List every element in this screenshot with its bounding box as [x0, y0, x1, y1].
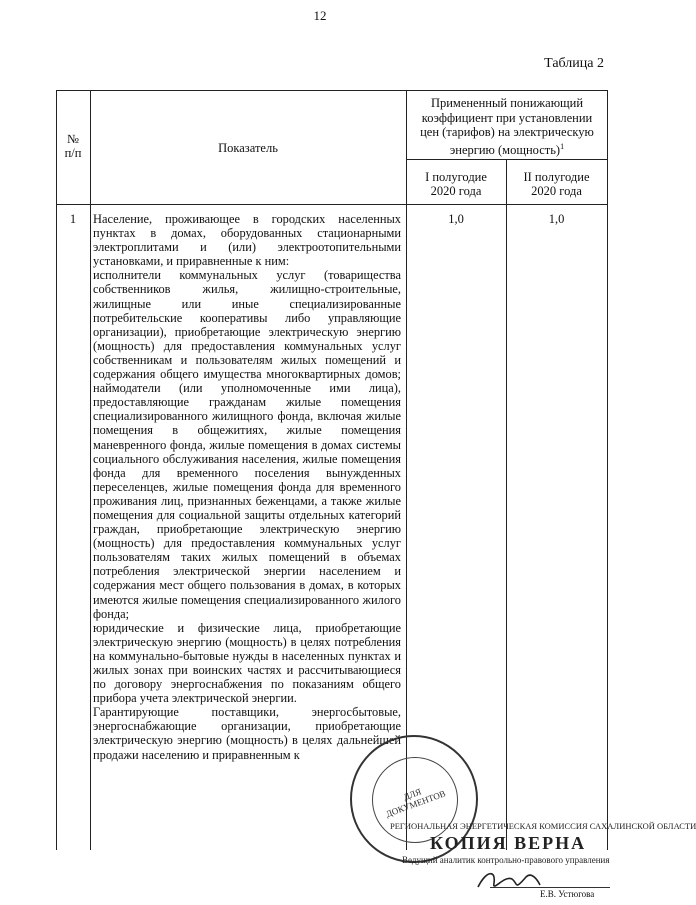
paragraph: исполнители коммунальных услуг (товарищества собственников жилья, жилищно-строительные, жилищные или иные специализированные потребительские кооперативы либо управляющие организации), приобретающие электрическую энергию (мощность) для предоставления коммунальных услуг собственникам и пользователям жилых помещений и содержания общего имущества многоквартирных домов; наймодатели (или уполномоченные ими лица), предоставляющие гражданам жилые помещения специализированного жилищного фонда, включая жилые помещения в общежитиях, жилые помещения маневренного фонда, жилые помещения в домах системы социального обслуживания населения, жилые помещения фонда для временного поселения вынужденных переселенцев, жилые помещения фонда для временного проживания лиц, признанных беженцами, а также жилые помещения для социальной защиты отдельных категорий граждан, приобретающие электрическую энергию (мощность) для предоставления коммунальных услуг пользователям таких жилых помещений в объемах потребления электрической энергии населением и содержания мест общего пользования в домах, в которых имеются жилые помещения специализированного жилого фонда;	[93, 268, 401, 621]
stamp-area	[330, 735, 696, 905]
paragraph: Гарантирующие поставщики, энергосбытовые, энергоснабжающие организации, приобретающие электрическую энергию (мощность) в целях дальнейшей продажи населению и приравненным к	[93, 705, 401, 762]
copy-stamp	[390, 821, 696, 901]
copy-org: РЕГИОНАЛЬНАЯ ЭНЕРГЕТИЧЕСКАЯ КОМИССИЯ САХАЛИНСКОЙ ОБЛАСТИ	[390, 821, 696, 831]
page-number: 12	[313, 8, 327, 23]
signature-icon	[474, 865, 544, 895]
header-coefficient	[414, 96, 600, 157]
paragraph: Население, проживающее в городских населенных пунктах в домах, оборудованных стационарными электроплитами и (или) электроотопительными установками, и приравненные к ним:	[93, 212, 401, 269]
header-indicator: Показатель	[218, 141, 278, 155]
header-num: № п/п	[64, 132, 82, 160]
paragraph: юридические и физические лица, приобретающие электрическую энергию (мощность) в целях потребления на коммунально-бытовые нужды в населенных пунктах и жилых зонах при воинских частях и рассчитывающиеся по договору энергоснабжения по показаниям общего прибора учета электрической энергии.	[93, 620, 401, 706]
value-half2: 1,0	[548, 212, 565, 226]
table-label: Таблица 2	[544, 56, 604, 71]
row-number: 1	[69, 212, 77, 226]
signature-line	[490, 887, 610, 888]
value-half1: 1,0	[448, 212, 464, 226]
copy-verna: КОПИЯ ВЕРНА	[430, 833, 587, 853]
header-coefficient-text: Примененный понижающий коэффициент при установлении цен (тарифов) на электрическую энергию (мощность)	[420, 96, 594, 157]
signer-name: Е.В. Устюгова	[540, 889, 595, 899]
copy-role: Ведущий аналитик контрольно-правового управления	[402, 855, 610, 865]
footnote-marker: 1	[560, 141, 565, 151]
seal-text: ДЛЯ ДОКУМЕНТОВ	[384, 786, 447, 820]
header-half1: I полугодие 2020 года	[425, 170, 487, 198]
header-half2: II полугодие 2020 года	[523, 170, 590, 198]
